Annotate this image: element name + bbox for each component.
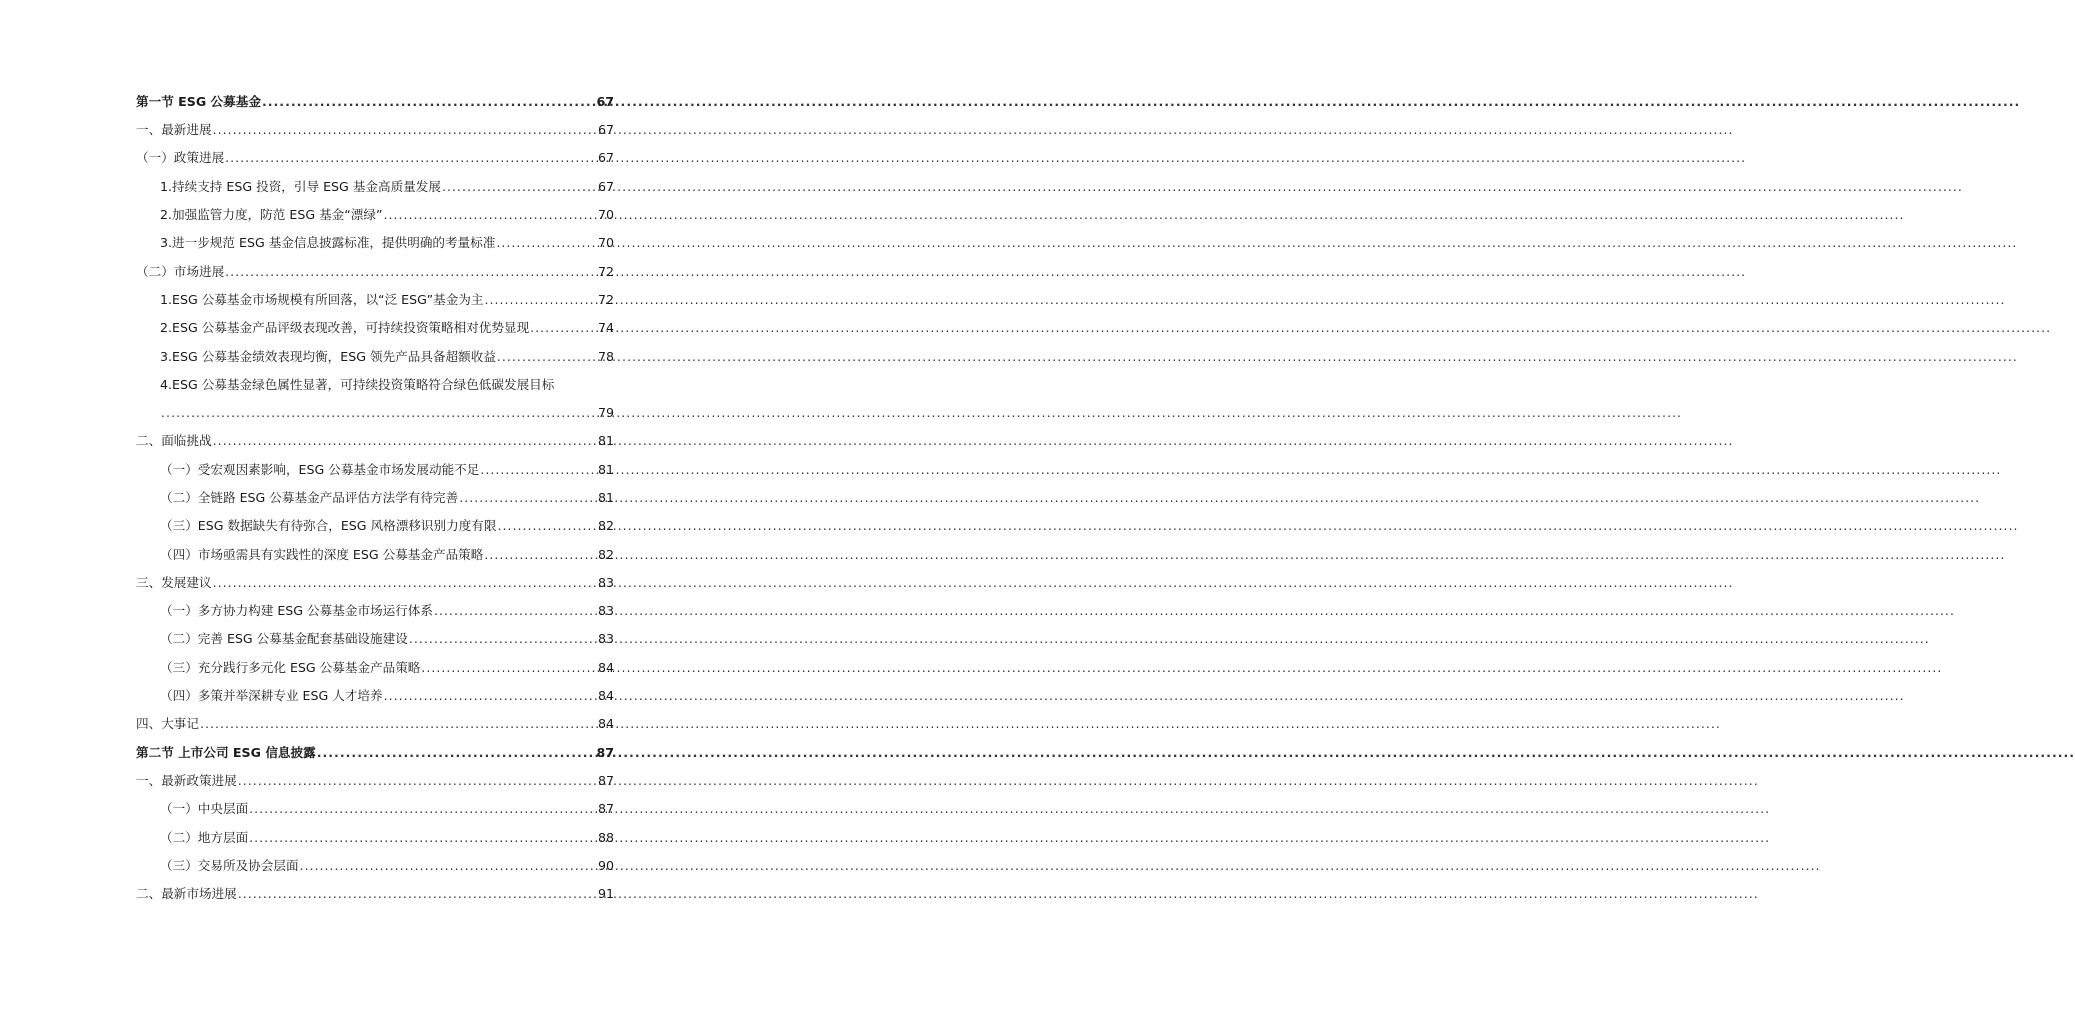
toc-entry[interactable] xyxy=(0,88,724,116)
toc-entry[interactable] xyxy=(0,201,724,229)
toc-entry[interactable] xyxy=(0,795,724,823)
toc-entry-title: 1.ESG 公募基金市场规模有所回落，以“泛 ESG”基金为主 xyxy=(160,291,484,307)
toc-page-number: 67 xyxy=(597,150,614,166)
toc-page-number: 81 xyxy=(597,461,614,477)
toc-page-number: 83 xyxy=(597,631,614,647)
toc-leader-dots xyxy=(485,294,597,307)
toc-entry[interactable] xyxy=(0,456,724,484)
toc-entry-title: 4.ESG 公募基金绿色属性显著，可持续投资策略符合绿色低碳发展目标 xyxy=(160,376,555,392)
toc-leader-dots xyxy=(409,633,597,646)
toc-entry[interactable] xyxy=(0,371,724,399)
toc-entry-title: （四）市场亟需具有实践性的深度 ESG 公募基金产品策略 xyxy=(160,546,484,562)
toc-entry-title: 二、面临挑战 xyxy=(136,433,212,449)
toc-entry-title: 四、大事记 xyxy=(136,716,199,732)
toc-entry[interactable] xyxy=(0,484,724,512)
toc-page-number: 70 xyxy=(597,207,614,223)
toc-entry-title: 1.持续支持 ESG 投资，引导 ESG 基金高质量发展 xyxy=(160,178,441,194)
toc-entry[interactable] xyxy=(0,654,724,682)
toc-entry-title: （三）充分践行多元化 ESG 公募基金产品策略 xyxy=(160,659,421,675)
toc-entry-title: （二）全链路 ESG 公募基金产品评估方法学有待完善 xyxy=(160,490,459,505)
toc-page-number: 84 xyxy=(597,688,614,704)
toc-page-number: 83 xyxy=(597,574,614,590)
toc-entry-title: （一）政策进展 xyxy=(136,150,225,166)
toc-entry[interactable] xyxy=(0,512,724,540)
toc-leader-dots xyxy=(213,435,597,448)
table-of-contents xyxy=(0,88,724,909)
toc-entry[interactable] xyxy=(0,314,724,342)
toc-page-number: 82 xyxy=(597,518,614,534)
toc-entry[interactable] xyxy=(0,116,724,144)
toc-leader-dots xyxy=(498,520,597,533)
toc-entry[interactable] xyxy=(0,824,724,852)
toc-page-number: 84 xyxy=(597,716,614,732)
toc-entry-title: 二、最新市场进展 xyxy=(136,886,237,902)
toc-entry[interactable] xyxy=(0,569,724,597)
toc-leader-dots xyxy=(200,718,597,731)
toc-entry-title: 3.ESG 公募基金绩效表现均衡，ESG 领先产品具备超额收益 xyxy=(160,348,496,364)
toc-leader-dots xyxy=(434,605,597,618)
toc-entry[interactable] xyxy=(0,739,724,767)
toc-leader-dots xyxy=(480,464,597,477)
toc-leader-dots xyxy=(497,351,597,364)
toc-leader-dots xyxy=(249,832,597,845)
toc-entry[interactable] xyxy=(0,711,724,739)
toc-entry-title: 第一节 ESG 公募基金 xyxy=(136,93,261,109)
toc-entry-title: 2.加强监管力度，防范 ESG 基金“漂绿” xyxy=(160,207,383,223)
toc-entry-title: 一、最新政策进展 xyxy=(136,772,237,788)
toc-leader-dots xyxy=(225,266,597,279)
toc-page-number: 81 xyxy=(597,433,614,449)
toc-entry[interactable] xyxy=(0,258,724,286)
toc-entry-title: （三）交易所及协会层面 xyxy=(160,857,299,873)
toc-entry[interactable] xyxy=(0,428,724,456)
toc-leader-dots xyxy=(213,124,597,137)
toc-page-number: 87 xyxy=(597,801,614,817)
toc-entry-title: （二）地方层面 xyxy=(160,829,249,845)
toc-entry-title: （二）市场进展 xyxy=(136,263,225,279)
toc-entry-title: 3.进一步规范 ESG 基金信息披露标准，提供明确的考量标准 xyxy=(160,235,496,251)
toc-entry[interactable] xyxy=(0,880,724,908)
toc-leader-dots xyxy=(421,662,597,675)
toc-leader-dots xyxy=(384,690,597,703)
toc-leader-dots xyxy=(317,747,596,760)
toc-entry[interactable] xyxy=(0,229,724,257)
toc-entry-title: （四）多策并举深耕专业 ESG 人才培养 xyxy=(160,688,383,704)
toc-leader-dots xyxy=(262,96,596,109)
toc-entry[interactable] xyxy=(0,173,724,201)
toc-page-number: 67 xyxy=(597,178,614,194)
toc-entry-title: 第二节 上市公司 ESG 信息披露 xyxy=(136,744,316,760)
toc-entry[interactable] xyxy=(0,399,724,427)
toc-leader-dots xyxy=(238,775,597,788)
toc-page-number: 67 xyxy=(597,122,614,138)
toc-page-number: 90 xyxy=(597,857,614,873)
toc-entry-title: （二）完善 ESG 公募基金配套基础设施建设 xyxy=(160,631,408,647)
toc-page-number: 82 xyxy=(597,546,614,562)
toc-leader-dots xyxy=(530,322,597,335)
toc-leader-dots xyxy=(442,181,597,194)
toc-leader-dots xyxy=(459,492,597,505)
toc-page-number: 83 xyxy=(597,603,614,619)
toc-page-number: 84 xyxy=(597,659,614,675)
toc-page-number: 87 xyxy=(596,744,614,760)
toc-entry[interactable] xyxy=(0,852,724,880)
toc-leader-dots xyxy=(161,407,597,420)
toc-page-number: 87 xyxy=(597,772,614,788)
toc-entry-title: （三）ESG 数据缺失有待弥合，ESG 风格漂移识别力度有限 xyxy=(160,518,497,534)
toc-page-number: 74 xyxy=(597,320,614,336)
toc-entry[interactable] xyxy=(0,343,724,371)
toc-entry[interactable] xyxy=(0,541,724,569)
toc-page-number: 78 xyxy=(597,348,614,364)
toc-entry[interactable] xyxy=(0,682,724,710)
toc-page-number: 72 xyxy=(597,291,614,307)
toc-entry-title: （一）多方协力构建 ESG 公募基金市场运行体系 xyxy=(160,603,433,619)
toc-entry[interactable] xyxy=(0,767,724,795)
toc-page-number: 91 xyxy=(597,886,614,902)
toc-entry[interactable] xyxy=(0,597,724,625)
toc-entry[interactable] xyxy=(0,145,724,173)
toc-entry-title: （一）中央层面 xyxy=(160,801,249,817)
toc-page-number: 67 xyxy=(596,93,614,109)
toc-leader-dots xyxy=(213,577,597,590)
toc-leader-dots xyxy=(496,237,597,250)
toc-page-number: 72 xyxy=(597,263,614,279)
toc-page-number: 70 xyxy=(597,235,614,251)
toc-leader-dots xyxy=(484,549,597,562)
toc-page-number: 88 xyxy=(597,829,614,845)
toc-entry-title: 2.ESG 公募基金产品评级表现改善，可持续投资策略相对优势显现 xyxy=(160,320,530,336)
toc-leader-dots xyxy=(238,888,597,901)
toc-page-number: 81 xyxy=(597,490,614,505)
toc-entry-title: （一）受宏观因素影响，ESG 公募基金市场发展动能不足 xyxy=(160,461,480,477)
toc-page-number: 79 xyxy=(597,405,614,421)
toc-leader-dots xyxy=(384,209,597,222)
toc-leader-dots xyxy=(300,860,597,873)
toc-entry-title: 一、最新进展 xyxy=(136,122,212,138)
document-page xyxy=(0,0,724,1024)
toc-entry[interactable] xyxy=(0,286,724,314)
toc-entry[interactable] xyxy=(0,626,724,654)
toc-leader-dots xyxy=(225,152,597,165)
toc-entry-title: 三、发展建议 xyxy=(136,574,212,590)
toc-leader-dots xyxy=(249,803,597,816)
